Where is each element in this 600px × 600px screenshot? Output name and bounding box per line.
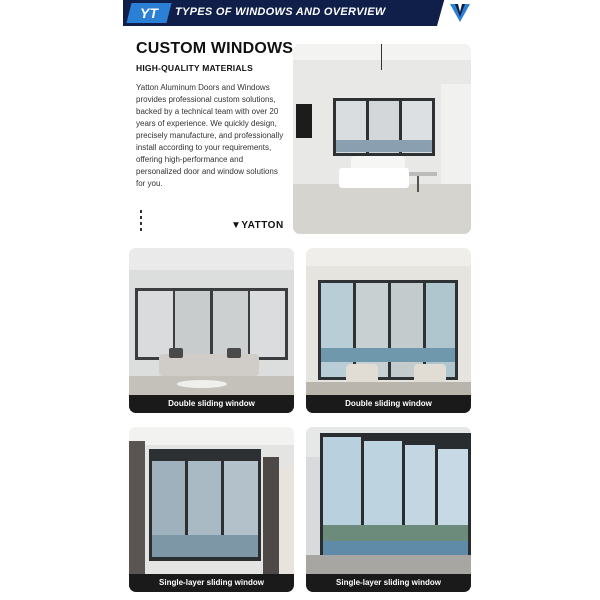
product-page: [123, 0, 477, 600]
dotted-divider: [140, 210, 142, 232]
caption-4: Single-layer sliding window: [306, 574, 471, 592]
intro-paragraph: Yatton Aluminum Doors and Windows provides professional custom solutions, backed by a technical team with over 20 years of experience. We quickly design, precisely manufacture, and professionally install according to your requirements, offering high-performance and personalized door and window solutions for you.: [136, 83, 284, 188]
v-brand-icon: [449, 3, 471, 23]
yt-logo: YT: [127, 3, 172, 23]
section-title: CUSTOM WINDOWS: [136, 40, 294, 57]
corner-badge: [437, 0, 477, 26]
section-subtitle: HIGH-QUALITY MATERIALS: [136, 63, 253, 73]
gallery-photo-2: [306, 248, 471, 413]
header-bar: [123, 0, 477, 26]
gallery-photo-1: [129, 248, 294, 413]
caption-1: Double sliding window: [129, 395, 294, 413]
living-room-photo: [293, 44, 471, 234]
caption-2: Double sliding window: [306, 395, 471, 413]
caption-3: Single-layer sliding window: [129, 574, 294, 592]
gallery-photo-3: [129, 427, 294, 592]
yatton-logo: ▼YATTON: [231, 220, 284, 231]
gallery-photo-4: [306, 427, 471, 592]
header-title: TYPES OF WINDOWS AND OVERVIEW: [175, 6, 386, 18]
